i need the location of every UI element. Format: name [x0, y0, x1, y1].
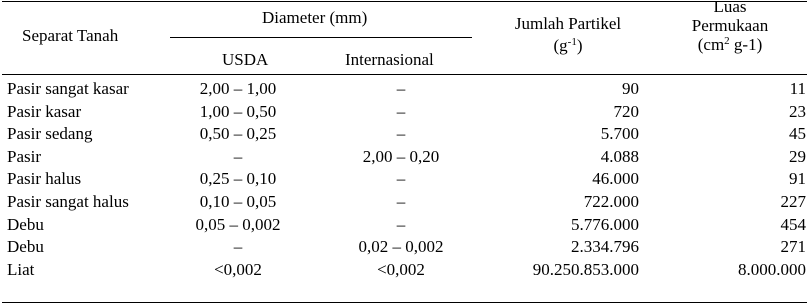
header-jumlah-unit-prefix: (g — [553, 36, 568, 55]
cell-jumlah-partikel: 90 — [622, 79, 639, 98]
header-luas-unit-suffix: g-1) — [729, 35, 763, 54]
cell-jumlah-partikel: 5.700 — [600, 124, 639, 144]
cell-usda: 0,05 – 0,002 — [195, 214, 281, 234]
cell-usda: 0,50 – 0,25 — [199, 124, 277, 144]
header-jumlah-partikel — [498, 14, 638, 56]
cell-internasional: <0,002 — [377, 259, 425, 279]
header-internasional: Internasional — [345, 50, 434, 69]
cell-separat: Debu — [7, 214, 44, 234]
table-row — [0, 168, 812, 191]
table-row — [0, 78, 812, 101]
cell-jumlah-partikel: 4.088 — [600, 146, 639, 166]
cell-internasional: 2,00 – 0,20 — [362, 146, 440, 166]
cell-luas-permukaan: 271 — [780, 237, 806, 257]
header-jumlah-unit — [498, 36, 638, 56]
cell-usda: 1,00 – 0,50 — [199, 101, 277, 121]
header-jumlah-unit-suffix: ) — [576, 36, 583, 55]
table-row — [0, 101, 812, 124]
diameter-underline-rule — [170, 37, 472, 38]
header-luas-unit-prefix: (cm — [697, 35, 725, 54]
cell-jumlah-partikel: 90.250.853.000 — [532, 259, 639, 279]
cell-separat: Liat — [7, 259, 35, 279]
cell-internasional: – — [396, 191, 406, 211]
cell-luas-permukaan: 227 — [780, 191, 806, 211]
cell-usda: 2,00 – 1,00 — [199, 79, 277, 98]
cell-jumlah-partikel: 720 — [613, 101, 639, 121]
cell-usda: – — [233, 237, 243, 257]
cell-usda: 0,10 – 0,05 — [199, 191, 277, 211]
cell-jumlah-partikel: 5.776.000 — [571, 214, 639, 234]
cell-internasional: – — [396, 214, 406, 234]
cell-separat: Debu — [7, 237, 44, 257]
cell-internasional: – — [396, 79, 406, 98]
header-diameter: Diameter (mm) — [262, 8, 368, 27]
cell-internasional: – — [396, 169, 406, 189]
header-jumlah-line1: Jumlah Partikel — [514, 14, 622, 33]
cell-internasional: – — [396, 124, 406, 144]
header-luas-line1: Luas — [713, 0, 747, 16]
cell-luas-permukaan: 23 — [789, 101, 806, 121]
cell-separat: Pasir sedang — [7, 124, 93, 144]
cell-separat: Pasir sangat kasar — [7, 79, 129, 98]
header-bottom-rule — [2, 74, 807, 75]
header-luas-line2: Permukaan — [691, 16, 769, 35]
cell-jumlah-partikel: 46.000 — [592, 169, 639, 189]
table-row — [0, 214, 812, 237]
cell-luas-permukaan: 454 — [780, 214, 806, 234]
table-bottom-rule — [2, 302, 807, 303]
table-row — [0, 259, 812, 282]
cell-usda: 0,25 – 0,10 — [199, 169, 277, 189]
cell-jumlah-partikel: 2.334.796 — [571, 237, 639, 257]
cell-luas-permukaan: 29 — [789, 146, 806, 166]
table-row — [0, 236, 812, 259]
cell-separat: Pasir kasar — [7, 101, 82, 121]
cell-jumlah-partikel: 722.000 — [583, 191, 639, 211]
header-luas-unit-sup: 2 — [724, 35, 730, 47]
cell-luas-permukaan: 8.000.000 — [738, 259, 806, 279]
cell-luas-permukaan: 91 — [789, 169, 806, 189]
cell-separat: Pasir — [7, 146, 41, 166]
cell-separat: Pasir halus — [7, 169, 82, 189]
header-luas-unit — [660, 35, 800, 54]
cell-internasional: 0,02 – 0,002 — [358, 237, 444, 257]
table-body — [0, 78, 812, 281]
table-row — [0, 191, 812, 214]
cell-usda: <0,002 — [214, 259, 262, 279]
header-luas-permukaan — [660, 0, 800, 54]
header-usda: USDA — [222, 50, 269, 69]
cell-separat: Pasir sangat halus — [7, 191, 129, 211]
cell-luas-permukaan: 45 — [789, 124, 806, 144]
header-separat-tanah: Separat Tanah — [22, 26, 119, 45]
table-row — [0, 146, 812, 169]
table-row — [0, 123, 812, 146]
header-jumlah-unit-sup: -1 — [567, 36, 577, 48]
cell-internasional: – — [396, 101, 406, 121]
cell-usda: – — [233, 146, 243, 166]
cell-luas-permukaan: 11 — [789, 79, 806, 98]
